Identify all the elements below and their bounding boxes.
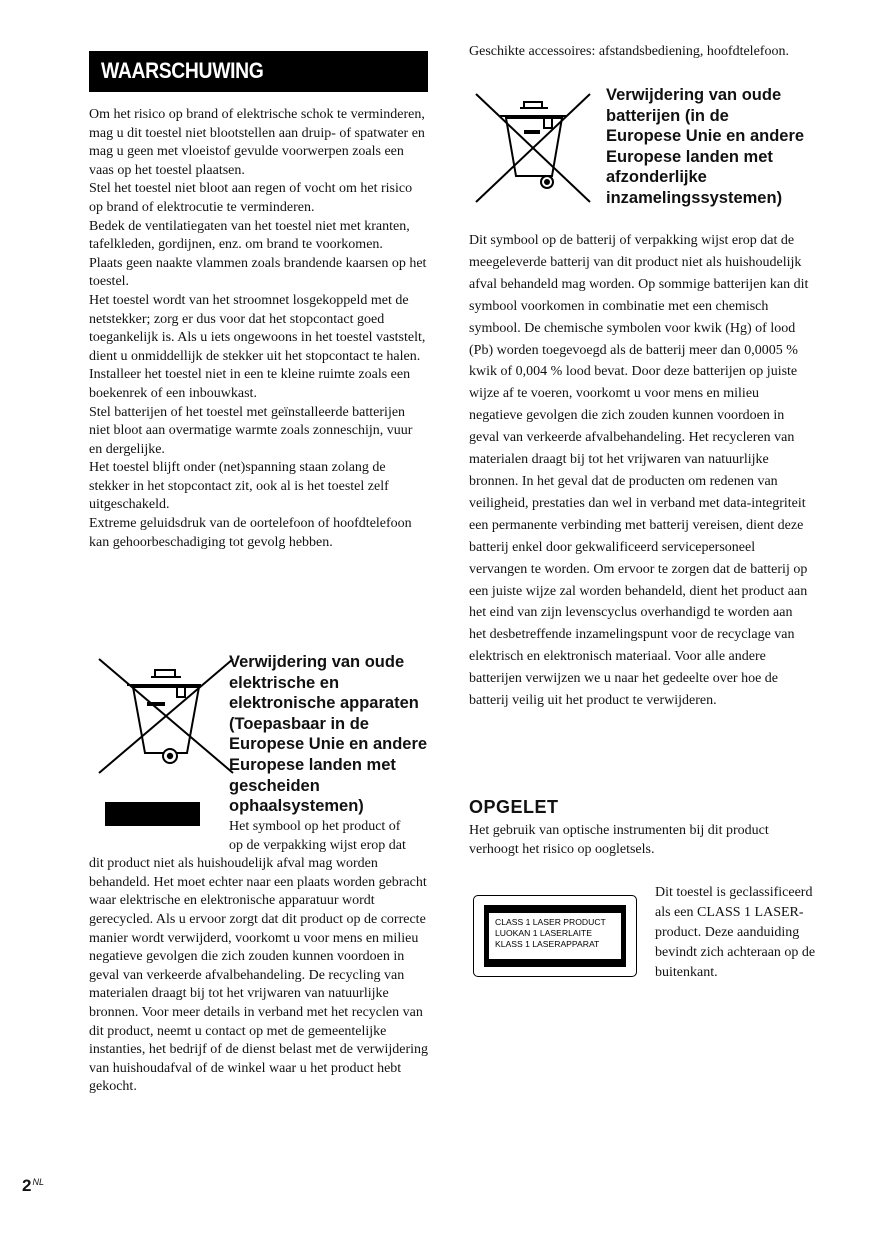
caution-text: Het gebruik van optische instrumenten bij dit product verhoogt het risico op oogletsels.: [469, 823, 769, 857]
accessories-text: Geschikte accessoires: afstandsbediening, hoofdtelefoon.: [469, 44, 789, 59]
weee-text-line: Het symbool op het product of: [229, 819, 401, 834]
laser-class-label: [473, 895, 637, 977]
laser-label-line: CLASS 1 LASER PRODUCT: [495, 917, 606, 927]
laser-label-line: LUOKAN 1 LASERLAITE: [495, 928, 592, 938]
battery-heading: Verwijdering van oude batterijen (in de Europese Unie en andere Europese landen met afzonderlijke inzamelingssystemen): [606, 86, 805, 207]
warning-paragraph: Extreme geluidsdruk van de oortelefoon of hoofdtelefoon kan gehoorbeschadiging tot gevolg hebben.: [89, 516, 412, 550]
page-number: [22, 1176, 44, 1196]
warning-paragraph: Bedek de ventilatiegaten van het toestel niet met kranten, tafelkleden, gordijnen, enz. om brand te voorkomen.: [89, 218, 410, 253]
crossed-out-battery-bin-icon: [472, 90, 596, 206]
warning-title: WAARSCHUWING: [101, 58, 264, 83]
warning-paragraph: Stel het toestel niet bloot aan regen of vocht om het risico op brand of elektrocutie te verminderen.: [89, 181, 413, 215]
weee-text-paragraph: dit product niet als huishoudelijk afval mag worden behandeld. Het moet echter naar een plaats worden gebracht waar elektrische en elektronische apparatuur wordt gerecycled. Als u ervoor zorgt dat dit product op de correcte manier wordt verwijderd, voorkomt u voor mens en milieu negatieve gevolgen die zich zouden kunnen voordoen in geval van verkeerde afvalbehandeling. De recycling van materialen draagt bij tot het vrijwaren van natuurlijke bronnen. Voor meer details in verband met het recyclen van dit product, neemt u contact op met de gemeentelijke instanties, het bedrijf of de dienst belast met de verwijdering van huishoudafval of de winkel waar u het product hebt gekocht.: [89, 856, 429, 1095]
page-language-suffix: NL: [32, 1177, 44, 1187]
page-number-value: 2: [22, 1176, 32, 1195]
laser-description: Dit toestel is geclassificeerd als een CLASS 1 LASER-product. Deze aanduiding bevindt zich achteraan op de buitenkant.: [655, 885, 816, 980]
weee-text-line: op de verpakking wijst erop dat: [229, 837, 406, 853]
warning-paragraph: Stel batterijen of het toestel met geïnstalleerde batterijen niet bloot aan overmatige warmte zoals zonneschijn, vuur en dergelijke.: [89, 404, 413, 457]
weee-text-block: [89, 818, 429, 1097]
warning-paragraph: Om het risico op brand of elektrische schok te verminderen, mag u dit toestel niet blootstellen aan druip- of spatwater en mag u geen met vloeistof gevulde voorwerpen zoals een vaas op het toestel plaatsen.: [89, 107, 425, 178]
battery-text: Dit symbool op de batterij of verpakking wijst erop dat de meegeleverde batterij van dit product niet als huishoudelijk afval behandeld mag worden. Op sommige batterijen kan dit symbool voorkomen in combinatie met een chemisch symbool. De chemische symbolen voor kwik (Hg) of lood (Pb) worden toegevoegd als de batterij meer dan 0,0005 % kwik of 0,004 % lood bevat. Door deze batterijen op juiste wijze af te voeren, voorkomt u voor mens en milieu negatieve gevolgen die zich zouden kunnen voordoen in geval van verkeerde afvalbehandeling. Het recycleren van materialen draagt bij tot het vrijwaren van natuurlijke bronnen. In het geval dat de producten om redenen van veiligheid, prestaties dan wel in verband met data-integriteit een permanente verbinding met batterij vereisen, dient deze batterij enkel door gekwalificeerd servicepersoneel vervangen te worden. Om ervoor te zorgen dat de batterij op een juiste wijze zal worden behandeld, dient het product aan het eind van zijn levenscyclus overhandigd te worden aan het desbetreffende inzamelingspunt voor de recyclage van elektrisch en elektronisch materiaal. Voor alle andere batterijen verwijzen we u naar het gedeelte over hoe de batterij veilig uit het product te verwijderen.: [469, 233, 809, 709]
warning-paragraph: Plaats geen naakte vlammen zoals brandende kaarsen op het toestel.: [89, 255, 427, 290]
warning-paragraph: Het toestel wordt van het stroomnet losgekoppeld met de netstekker; zorg er dus voor dat het stopcontact goed toegankelijk is. Als u iets ongewoons in het toestel vaststelt, dient u onmiddellijk de stekker uit het stopcontact te halen.: [89, 292, 426, 364]
laser-label-line: KLASS 1 LASERAPPARAT: [495, 939, 600, 949]
warning-banner: [89, 51, 428, 92]
caution-title: OPGELET: [469, 797, 559, 817]
warning-paragraph: Installeer het toestel niet in een te kleine ruimte zoals een boekenrek of een inbouwkast.: [89, 367, 411, 401]
warning-paragraph: Het toestel blijft onder (net)spanning staan zolang de stekker in het stopcontact zit, ook al is het toestel zelf uitgeschakeld.: [89, 460, 389, 513]
weee-heading: Verwijdering van oude elektrische en elektronische apparaten (Toepasbaar in de Europese Unie en andere Europese landen met gescheiden ophaalsystemen): [229, 653, 428, 816]
warning-text-block: [89, 106, 429, 552]
